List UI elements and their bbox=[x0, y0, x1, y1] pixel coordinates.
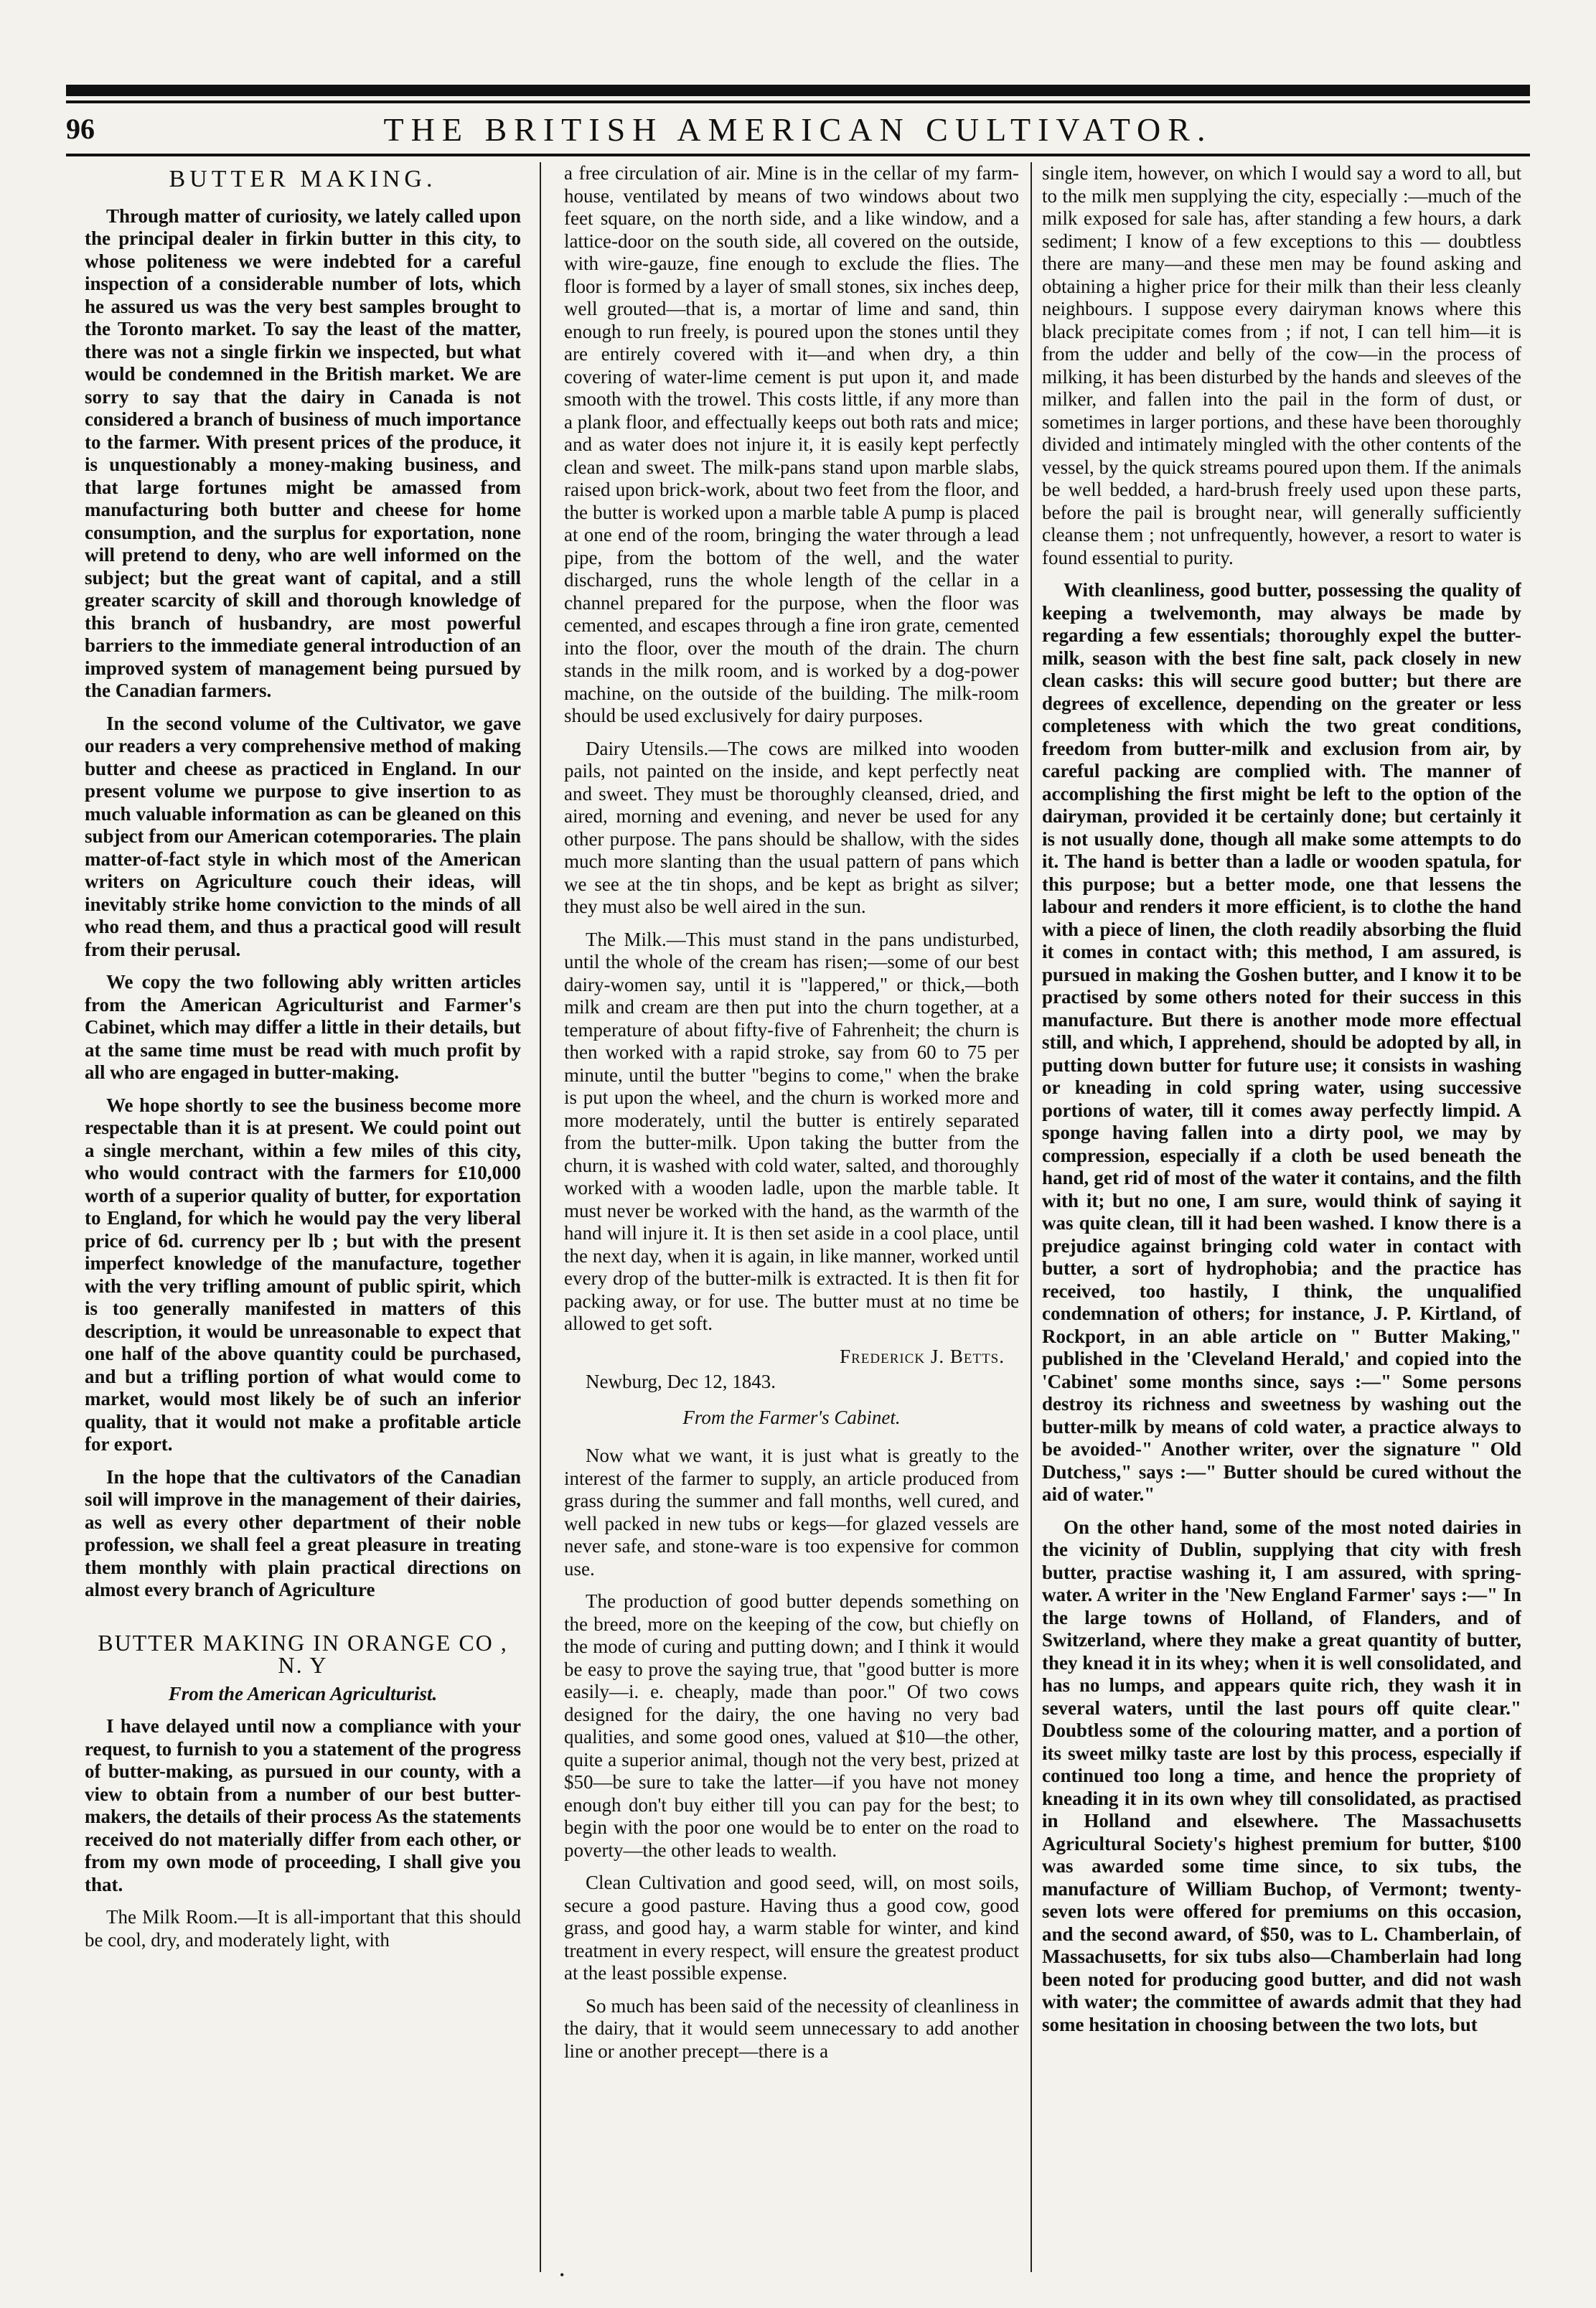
paragraph: We hope shortly to see the business become more respectable than it is at present. We could point out a single merchant, within a few miles of this city, who would contract with the farmers for £10,000 worth of a superior quality of butter, for exportation to England, for which he would pay the very liberal price of 6d. currency per lb ; but with the present imperfect knowledge of the manufacture, together with the very trifling amount of public spirit, which is too generally manifested in matters of this description, it would be unreasonable to expect that one half of the above quantity could be purchased, and but a trifling portion of what would come to market, would most likely be of such an inferior quality, that it would not make a profitable article for export. bbox=[85, 1094, 521, 1455]
paragraph: In the hope that the cultivators of the Canadian soil will improve in the management of their dairies, as well as every other department of their noble profession, we shall feel a great pleasure in treating them monthly with plain practical directions on almost every branch of Agriculture bbox=[85, 1465, 521, 1600]
article-source: From the American Agriculturist. bbox=[168, 1682, 438, 1704]
paragraph: The production of good butter depends something on the breed, more on the keeping of the cow, but chiefly on the mode of curing and putting down; and I think it would be easy to prove the saying true, that "good butter is more easily—i. e. cheaply, made than poor." Of two cows designed for the dairy, the one having no very bad qualities, and some good ones, valued at $10—the other, quite a superior animal, though not the very best, prized at $50—be sure to take the latter—if you have not money enough don't buy either till you can pay for the best; to begin with the poor one would be to enter on the road to poverty—the other leads to wealth. bbox=[564, 1590, 1019, 1861]
masthead-thin-rule bbox=[66, 100, 1530, 103]
column-2 bbox=[564, 162, 1019, 2272]
paragraph: Dairy Utensils.—The cows are milked into wooden pails, not painted on the inside, and kept perfectly neat and sweet. They must be thoroughly cleansed, dried, and aired, morning and evening, and never be used for any other purpose. The pans should be shallow, with the sides much more slanting than the usual pattern of pans which we see at the tin shops, and be kept as bright as silver; they must also be well aired in the sun. bbox=[564, 737, 1019, 917]
paragraph: We copy the two following ably written articles from the American Agriculturist and Farmer's Cabinet, which may differ a little in their details, but at the same time must be read with much profit by all who are engaged in butter-making. bbox=[85, 971, 521, 1083]
column-divider bbox=[1031, 162, 1032, 2272]
signature: Frederick J. Betts. bbox=[840, 1345, 1005, 1367]
paragraph: On the other hand, some of the most noted dairies in the vicinity of Dublin, supplying that city with fresh butter, practise washing it, I am assured, with spring-water. A writer in the 'New England Farmer' says :—" In the large towns of Holland, of Flanders, and of Switzerland, where they make a great quantity of butter, they knead it in its whey; when it is well consolidated, and has no lumps, and appears quite rich, they wash it in several waters, until the last pours off quite clear." Doubtless some of the colouring matter, and a portion of its sweet milky taste are lost by this process, especially if continued too long a time, and hence the propriety of kneading it in its own whey till consolidated, as practised in Holland and elsewhere. The Massachusetts Agricultural Society's highest premium for butter, $100 was awarded some time since, to six tubs, the manufacture of William Buchop, of Vermont; twenty-seven lots were offered for premiums on this occasion, and the second award, of $50, was to L. Chamberlain, of Massachusetts, for six tubs also—Chamberlain had long been noted for producing good butter, and did not wash with water; the committee of awards admit that they had some hesitation in choosing between the two lots, but bbox=[1042, 1516, 1521, 2035]
paragraph: In the second volume of the Cultivator, we gave our readers a very comprehensive method of making butter and cheese as practiced in England. In our present volume we purpose to give insertion to as much valuable information as can be gleaned on this subject from our American cotemporaries. The plain matter-of-fact style in which most of the American writers on Agriculture couch their ideas, will inevitably strike home conviction to the minds of all who read them, and thus a practical good will result from their perusal. bbox=[85, 712, 521, 960]
running-title: THE BRITISH AMERICAN CULTIVATOR. bbox=[383, 111, 1213, 148]
paragraph: single item, however, on which I would say a word to all, but to the milk men supplying the city, especially :—much of the milk exposed for sale has, after standing a few hours, a dark sediment; I know of a few exceptions to this — doubtless there are many—and these men may be found asking and obtaining a higher price for their milk than their less cleanly neighbours. I suppose every dairyman knows where this black precipitate comes from ; if not, I can tell him—it is from the udder and belly of the cow—in the process of milking, it has been disturbed by the hands and sleeves of the milker, and fallen into the pail in the form of dust, or sometimes in larger portions, and these have been thoroughly divided and intimately mingled with the other contents of the vessel, by the quick streams poured upon them. If the animals be well bedded, a hard-brush freely used upon these parts, before the pail is brought near, will generally sufficiently cleanse them ; not unfrequently, however, a resort to water is found essential to purity. bbox=[1042, 162, 1521, 568]
paragraph: a free circulation of air. Mine is in the cellar of my farm-house, ventilated by means of two windows about two feet square, on the north side, and a like window, and a lattice-door on the south side, all covered on the outside, with wire-gauze, fine enough to exclude the flies. The floor is formed by a layer of small stones, six inches deep, well grouted—that is, a mortar of lime and sand, thin enough to run freely, is poured upon the stones until they are entirely covered with it—and when dry, a thin covering of water-lime cement is put upon it, and made smooth with the trowel. This costs little, if any more than a plank floor, and effectually keeps out both rats and mice; and as water does not injure it, it is easily kept perfectly clean and sweet. The milk-pans stand upon marble slabs, raised upon brick-work, about two feet from the floor, and the butter is worked upon a marble table A pump is placed at one end of the room, bringing the water through a lead pipe, from the bottom of the well, and the water discharged, runs the whole length of the cellar in a channel prepared for the purpose, when the floor was cemented, and escapes through a fine iron grate, cemented into the floor, over the mouth of the drain. The churn stands in the milk room, and is worked by a dog-power machine, on the outside of the building. The milk-room should be used exclusively for dairy purposes. bbox=[564, 162, 1019, 726]
page-number: 96 bbox=[66, 113, 95, 145]
dateline: Newburg, Dec 12, 1843. bbox=[586, 1371, 776, 1392]
paragraph: The Milk.—This must stand in the pans undisturbed, until the whole of the cream has risen;—some of our best dairy-women say, until it is "lappered," or thick,—both milk and cream are then put into the churn together, at a temperature of about fifty-five of Fahrenheit; the churn is then worked with a rapid stroke, say from 60 to 75 per minute, until the butter "begins to come," when the brake is put upon the wheel, and the churn is worked more and more moderately, until the butter is entirely separated from the butter-milk. Upon taking the butter from the churn, it is washed with cold water, salted, and thoroughly worked with a wooden ladle, upon the marble table. It must never be worked with the hand, as the warmth of the hand will injure it. It is then set aside in a cool place, until the next day, when it is again, in like manner, worked until every drop of the butter-milk is extracted. It is then fit for packing away, or for use. The butter must at no time be allowed to get soft. bbox=[564, 928, 1019, 1334]
page-ornament: • bbox=[560, 2268, 565, 2282]
column-1 bbox=[85, 162, 521, 2272]
paragraph: I have delayed until now a compliance with your request, to furnish to you a statement of the progress of butter-making, as pursued in our county, with a view to obtain from a number of our best butter-makers, the details of their process As the statements received do not materially differ from each other, or from my own mode of proceeding, I shall give you that. bbox=[85, 1715, 521, 1895]
column-divider bbox=[540, 162, 541, 2272]
masthead-bottom-rule bbox=[66, 154, 1530, 156]
paragraph: Through matter of curiosity, we lately called upon the principal dealer in firkin butter in this city, to whose politeness we were indebted for a careful inspection of a considerable number of lots, which he assured us was the very best samples brought to the Toronto market. To say the least of the matter, there was not a single firkin we inspected, but what would be condemned in the British market. We are sorry to say that the dairy in Canada is not considered a branch of business of much importance to the farmer. With present prices of the produce, it is unquestionably a money-making business, and that large fortunes might be amassed from manufacturing both butter and cheese for home consumption, and the surplus for exportation, none will pretend to deny, who are well informed on the subject; but the great want of capital, and a still greater scarcity of skill and thorough knowledge of this branch of husbandry, are most powerful barriers to the immediate general introduction of an improved system of management being pursued by the Canadian farmers. bbox=[85, 205, 521, 701]
article-heading: BUTTER MAKING. bbox=[169, 166, 437, 192]
article-heading: BUTTER MAKING IN ORANGE CO , N. Y bbox=[98, 1629, 508, 1678]
paragraph: So much has been said of the necessity of cleanliness in the dairy, that it would seem unnecessary to add another line or another precept—there is a bbox=[564, 1994, 1019, 2062]
column-3 bbox=[1042, 162, 1521, 2272]
article-source: From the Farmer's Cabinet. bbox=[682, 1406, 901, 1428]
paragraph: Clean Cultivation and good seed, will, on most soils, secure a good pasture. Having thus a good cow, good grass, and good hay, a warm stable for winter, and kind treatment in every respect, will ensure the greatest product at the least possible expense. bbox=[564, 1872, 1019, 1984]
paragraph: With cleanliness, good butter, possessing the quality of keeping a twelvemonth, may always be made by regarding a few essentials; thoroughly expel the butter-milk, season with the best fine salt, pack closely in new clean casks: this will secure good butter; but there are degrees of excellence, depending on the greater or less completeness with which the two great conditions, freedom from butter-milk and exclusion from air, by careful packing are complied with. The manner of accomplishing the first might be left to the option of the dairyman, provided it be certainly done; but certainly it is not usually done, though all make some attempts to do it. The hand is better than a ladle or wooden spatula, for this purpose; but a better mode, one that lessens the labour and renders it more efficient, is to clothe the hand with a piece of linen, the cloth readily absorbing the fluid it comes in contact with; this method, I am assured, is pursued in making the Goshen butter, and I know it to be practised by some others noted for their success in this manufacture. But there is another mode more effectual still, and which, I apprehend, should be adopted by all, in putting down butter for future use; it consists in washing or kneading in cold spring water, using successive portions of water, till it comes away perfectly limpid. A sponge having fallen into a dirty pool, we may by compression, especially if a cloth be used beneath the hand, get rid of most of the water it contains, and the filth with it; but no one, I am sure, would think of saying it was quite clean, till it had been washed. I know there is a prejudice against bringing cold water in contact with butter, a sort of hydrophobia; and the practice has received, too hastily, I think, the unqualified condemnation of others; for instance, J. P. Kirtland, of Rockport, in an able article on " Butter Making," published in the 'Cleveland Herald,' and copied into the 'Cabinet' some months since, says :—" Some persons destroy its richness and sweetness by washing out the butter-milk by means of cold water, a practice always to be avoided-" Another writer, over the signature " Old Dutchess," says :—" Butter should be cured without the aid of water." bbox=[1042, 579, 1521, 1505]
masthead bbox=[66, 108, 1530, 152]
paragraph: The Milk Room.—It is all-important that this should be cool, dry, and moderately light, with bbox=[85, 1906, 521, 1951]
paragraph: Now what we want, it is just what is greatly to the interest of the farmer to supply, an article produced from grass during the summer and fall months, well cured, and well packed in new tubs or kegs—for glazed vessels are never safe, and stone-ware is too expensive for common use. bbox=[564, 1445, 1019, 1580]
masthead-thick-rule bbox=[66, 85, 1530, 96]
